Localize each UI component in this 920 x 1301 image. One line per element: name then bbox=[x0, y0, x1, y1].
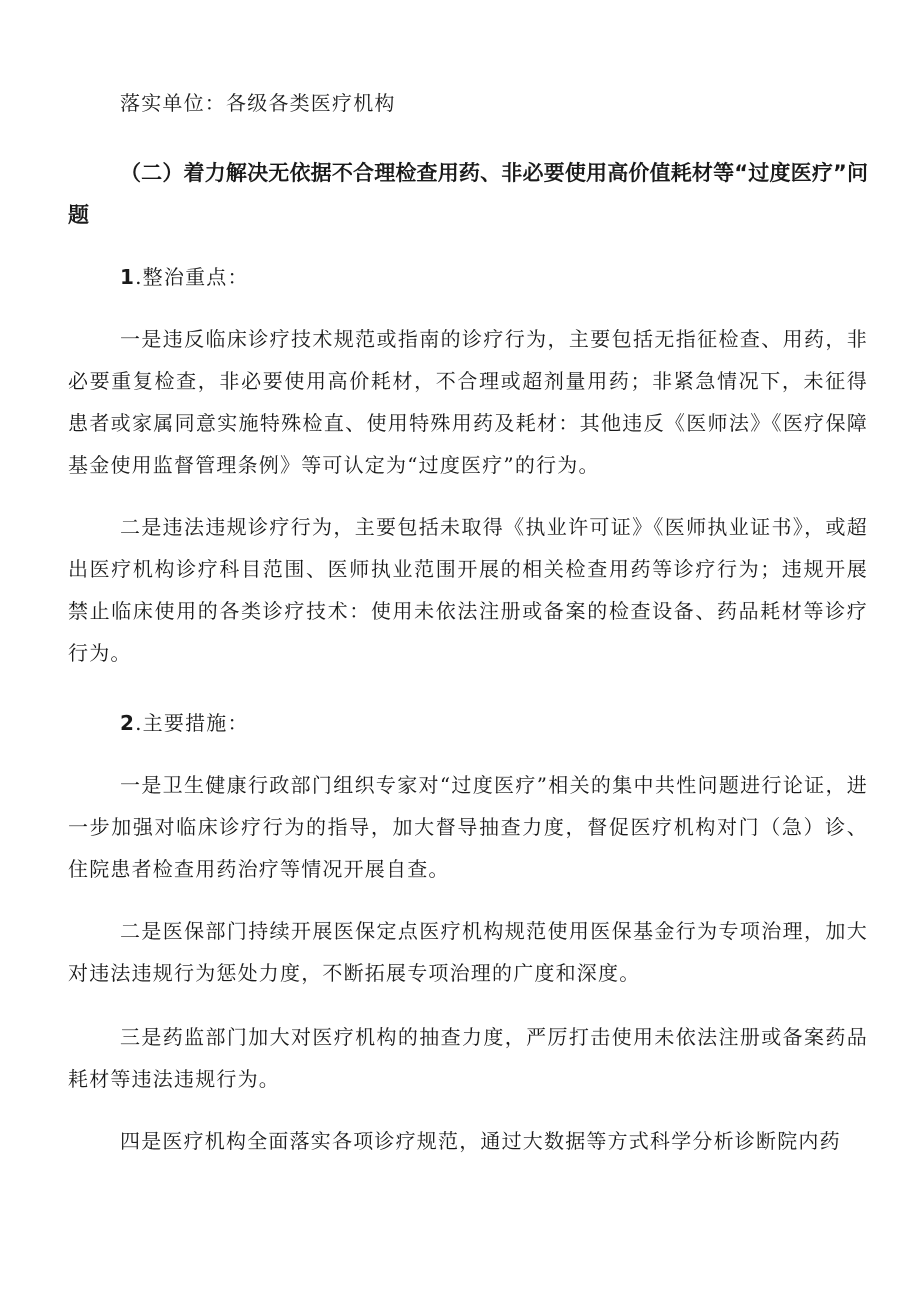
item-2-title: .主要措施： bbox=[135, 711, 249, 735]
paragraph-overtreatment-practices: 一是违反临床诊疗技术规范或指南的诊疗行为，主要包括无指征检查、用药，非必要重复检查，非必要使用高价耗材，不合理或超剂量用药；非紧急情况下，未征得患者或家属同意实施特殊检直、使用特殊用药及耗材：其他违反《医师法》《医疗保障基金使用监督管理条例》等可认定为“过度医疗”的行为。 bbox=[68, 327, 868, 477]
implementing-unit-line: 落实单位：各级各类医疗机构 bbox=[120, 91, 396, 115]
paragraph-hospital-measures: 四是医疗机构全面落实各项诊疗规范，通过大数据等方式科学分析诊断院内药 bbox=[120, 1129, 841, 1153]
section-heading: （二）着力解决无依据不合理检查用药、非必要使用高价值耗材等“过度医疗”问题 bbox=[68, 161, 868, 227]
paragraph-medical-insurance-measures: 二是医保部门持续开展医保定点医疗机构规范使用医保基金行为专项治理，加大对违法违规行为惩处力度，不断拓展专项治理的广度和深度。 bbox=[68, 919, 868, 985]
paragraph-drug-regulation-measures: 三是药监部门加大对医疗机构的抽查力度，严厉打击使用未依法注册或备案药品耗材等违法违规行为。 bbox=[68, 1025, 868, 1091]
item-1-number: 1 bbox=[120, 265, 136, 289]
item-2-number: 2 bbox=[120, 711, 136, 735]
paragraph-illegal-practices: 二是违法违规诊疗行为，主要包括未取得《执业许可证》《医师执业证书》，或超出医疗机构诊疗科目范围、医师执业范围开展的相关检查用药等诊疗行为；违规开展禁止临床使用的各类诊疗技术：使用未依法注册或备案的检查设备、药品耗材等诊疗行为。 bbox=[68, 515, 868, 665]
item-1-heading bbox=[68, 256, 868, 298]
paragraph-health-dept-measures: 一是卫生健康行政部门组织专家对“过度医疗”相关的集中共性问题进行论证，进一步加强对临床诊疗行为的指导，加大督导抽查力度，督促医疗机构对门（急）诊、住院患者检查用药治疗等情况开展自查。 bbox=[68, 773, 868, 881]
item-2-heading bbox=[68, 702, 868, 744]
item-1-title: .整治重点： bbox=[135, 265, 249, 289]
